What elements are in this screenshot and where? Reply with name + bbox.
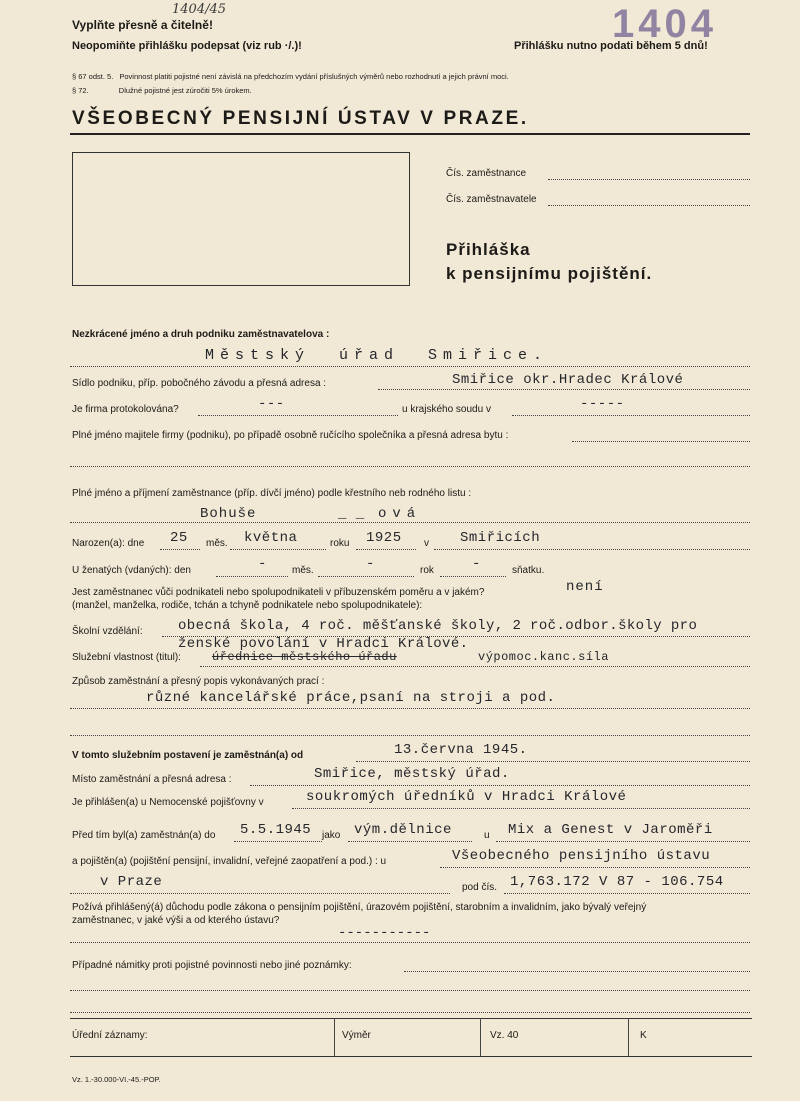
- insured-no-line: [504, 893, 750, 894]
- born-month-line: [230, 549, 326, 550]
- prev-as-line: [348, 841, 472, 842]
- insured-value-1: Všeobecného pensijního ústavu: [452, 848, 711, 864]
- born-month-label: měs.: [206, 538, 228, 549]
- born-year: 1925: [366, 530, 402, 546]
- since-value: 13.června 1945.: [394, 742, 528, 758]
- employee-surname-redacted: _ _: [338, 506, 365, 522]
- prev-as-label: jako: [322, 830, 341, 841]
- form-title-1: Přihláška: [446, 240, 531, 259]
- registration-stamp: 1404: [612, 2, 717, 46]
- work-line-1: [70, 708, 750, 709]
- married-day-line: [216, 576, 288, 577]
- kinship-label-1: Jest zaměstnanec vůči podnikateli nebo spolupodnikateli v příbuzenském poměru a v jakém?: [72, 587, 485, 598]
- court-label: u krajského soudu v: [402, 404, 491, 415]
- place-line: [250, 785, 750, 786]
- remarks-label: Případné námitky proti pojistné povinnosti nebo jiné poznámky:: [72, 960, 352, 971]
- sick-fund-label: Je přihlášen(a) u Nemocenské pojišťovny v: [72, 797, 264, 808]
- owner-label: Plné jméno majitele firmy (podniku), po případě osobně ručícího společníka a přesná adresa bytu :: [72, 430, 509, 441]
- employee-name-line: [70, 522, 750, 523]
- print-code: Vz. 1.-30.000-VI.-45.-POP.: [72, 1075, 161, 1084]
- insured-label: a pojištěn(a) (pojištění pensijní, invalidní, veřejné zaopatření a pod.) : u: [72, 856, 387, 867]
- title-line: [200, 666, 750, 667]
- employer-no-label: Čís. zaměstnavatele: [446, 194, 537, 205]
- title-rule: [70, 133, 750, 135]
- employee-name-label: Plné jméno a příjmení zaměstnance (příp. dívčí jméno) podle křestního neb rodného listu :: [72, 488, 472, 499]
- place-label: Místo zaměstnání a přesná adresa :: [72, 774, 232, 785]
- born-place: Smiřicích: [460, 530, 541, 546]
- prev-until: 5.5.1945: [240, 822, 312, 838]
- owner-line-2: [70, 466, 750, 467]
- born-day: 25: [170, 530, 188, 546]
- born-place-line: [434, 549, 750, 550]
- employer-no-field[interactable]: [548, 205, 750, 206]
- law-72-note: [72, 86, 252, 95]
- education-label: Školní vzdělání:: [72, 626, 143, 637]
- prev-at: Mix a Genest v Jaroměři: [508, 822, 713, 838]
- pension-label-1: Požívá přihlášený(á) důchodu podle zákona o pensijním pojištění, úrazovém pojištění, starobním a invalidním, jako bývalý veřejný: [72, 902, 647, 913]
- kinship-value: není: [566, 579, 604, 595]
- law-67-ref: § 67 odst. 5.: [72, 72, 114, 81]
- sign-notice: Neopomiňte přihlášku podepsat (viz rub ·/.)!: [72, 40, 302, 52]
- married-year-label: rok: [420, 565, 434, 576]
- married-month: -: [366, 556, 375, 572]
- married-year-line: [440, 576, 506, 577]
- born-in-label: v: [424, 538, 429, 549]
- handwritten-number: 1404/45: [172, 2, 227, 17]
- form-title-2: k pensijnímu pojištění.: [446, 264, 653, 283]
- sick-fund-line: [292, 808, 750, 809]
- registered-line: [198, 415, 398, 416]
- married-month-line: [318, 576, 414, 577]
- since-line: [356, 761, 750, 762]
- born-year-label: roku: [330, 538, 350, 549]
- employer-address-value: Smiřice okr.Hradec Králové: [452, 372, 684, 388]
- title-struck: úřednice městského úřadu: [212, 650, 397, 664]
- prev-at-line: [496, 841, 750, 842]
- title-label: Služební vlastnost (titul):: [72, 652, 181, 663]
- married-year: -: [472, 556, 481, 572]
- employer-name-value: Městský úřad Smiřice.: [205, 347, 549, 364]
- education-line-1: obecná škola, 4 roč. měšťanské školy, 2 roč.odbor.školy pro: [178, 618, 698, 634]
- insured-no-label: pod čís.: [462, 882, 498, 893]
- law-72-text: Dlužné pojistné jest zúročiti 5% úrokem.: [118, 86, 252, 95]
- footer-divider-3: [628, 1018, 629, 1056]
- prev-at-label: u: [484, 830, 490, 841]
- insured-no: 1,763.172 V 87 - 106.754: [510, 874, 724, 890]
- married-label: U ženatých (vdaných): den: [72, 565, 191, 576]
- born-day-line: [160, 549, 200, 550]
- employer-name-label: Nezkrácené jméno a druh podniku zaměstnavatelova :: [72, 329, 330, 340]
- married-month-label: měs.: [292, 565, 314, 576]
- employee-no-label: Čís. zaměstnance: [446, 168, 527, 179]
- education-line-2: ženské povolání v Hradci Králové.: [178, 636, 469, 652]
- deadline-notice: Přihlášku nutno podati během 5 dnů!: [514, 40, 708, 52]
- owner-line-1: [572, 441, 750, 442]
- prev-label: Před tím byl(a) zaměstnán(a) do: [72, 830, 216, 841]
- work-value: různé kancelářské práce,psaní na stroji a pod.: [146, 690, 556, 706]
- work-label: Způsob zaměstnání a přesný popis vykonávaných prací :: [72, 676, 325, 687]
- prev-as: vým.dělnice: [354, 822, 452, 838]
- footer-divider-2: [480, 1018, 481, 1056]
- assessment-label: Výměr: [342, 1030, 371, 1041]
- institution-title: VŠEOBECNÝ PENSIJNÍ ÚSTAV V PRAZE.: [72, 108, 529, 129]
- employer-address-line: [378, 389, 750, 390]
- employee-first-name: Bohuše: [200, 506, 257, 522]
- law-72-ref: § 72.: [72, 86, 89, 95]
- born-month: května: [244, 530, 298, 546]
- married-suffix: sňatku.: [512, 565, 545, 576]
- place-value: Smiřice, městský úřad.: [314, 766, 510, 782]
- since-label: V tomto služebním postavení je zaměstnán(a) od: [72, 750, 304, 761]
- footer-bottom-rule: [70, 1056, 752, 1057]
- employee-surname-suffix: ová: [378, 506, 422, 522]
- pension-value: -----------: [338, 925, 431, 941]
- footer-divider-1: [334, 1018, 335, 1056]
- remarks-line-3: [70, 1012, 750, 1013]
- pension-line: [70, 942, 750, 943]
- title-value: výpomoc.kanc.síla: [478, 650, 609, 664]
- law-67-text: Povinnost platiti pojistné není závislá na předchozím vydání příslušných výměrů nebo rozhodnutí a jejich právní moci.: [119, 72, 509, 81]
- photo-box: [72, 152, 410, 286]
- employer-address-label: Sídlo podniku, příp. pobočného závodu a přesná adresa :: [72, 378, 327, 389]
- insured-line-1: [440, 867, 750, 868]
- born-label: Narozen(a): dne: [72, 538, 145, 549]
- work-line-2: [70, 735, 750, 736]
- footer-top-rule: [70, 1018, 752, 1019]
- prev-until-line: [234, 841, 322, 842]
- official-label: Úřední záznamy:: [72, 1030, 148, 1041]
- insured-line-2: [70, 893, 450, 894]
- registered-value: ---: [258, 396, 285, 412]
- pension-label-2: zaměstnanec, v jaké výši a od kterého ústavu?: [72, 915, 280, 926]
- sick-fund-value: soukromých úředníků v Hradci Králové: [306, 789, 627, 805]
- employer-name-line: [70, 366, 750, 367]
- fill-notice: Vyplňte přesně a čitelně!: [72, 18, 213, 32]
- court-line: [512, 415, 750, 416]
- remarks-line-1: [404, 971, 750, 972]
- vz-label: Vz. 40: [490, 1030, 519, 1041]
- insured-value-2: v Praze: [100, 874, 163, 890]
- employee-no-field[interactable]: [548, 179, 750, 180]
- court-value: -----: [580, 396, 625, 412]
- kinship-label-2: (manžel, manželka, rodiče, tchán a tchyně podnikatele nebo spolupodnikatele):: [72, 600, 423, 611]
- law-67-note: [72, 72, 509, 81]
- k-label: K: [640, 1030, 647, 1041]
- registered-label: Je firma protokolována?: [72, 404, 179, 415]
- remarks-line-2: [70, 990, 750, 991]
- married-day: -: [258, 556, 267, 572]
- born-year-line: [356, 549, 416, 550]
